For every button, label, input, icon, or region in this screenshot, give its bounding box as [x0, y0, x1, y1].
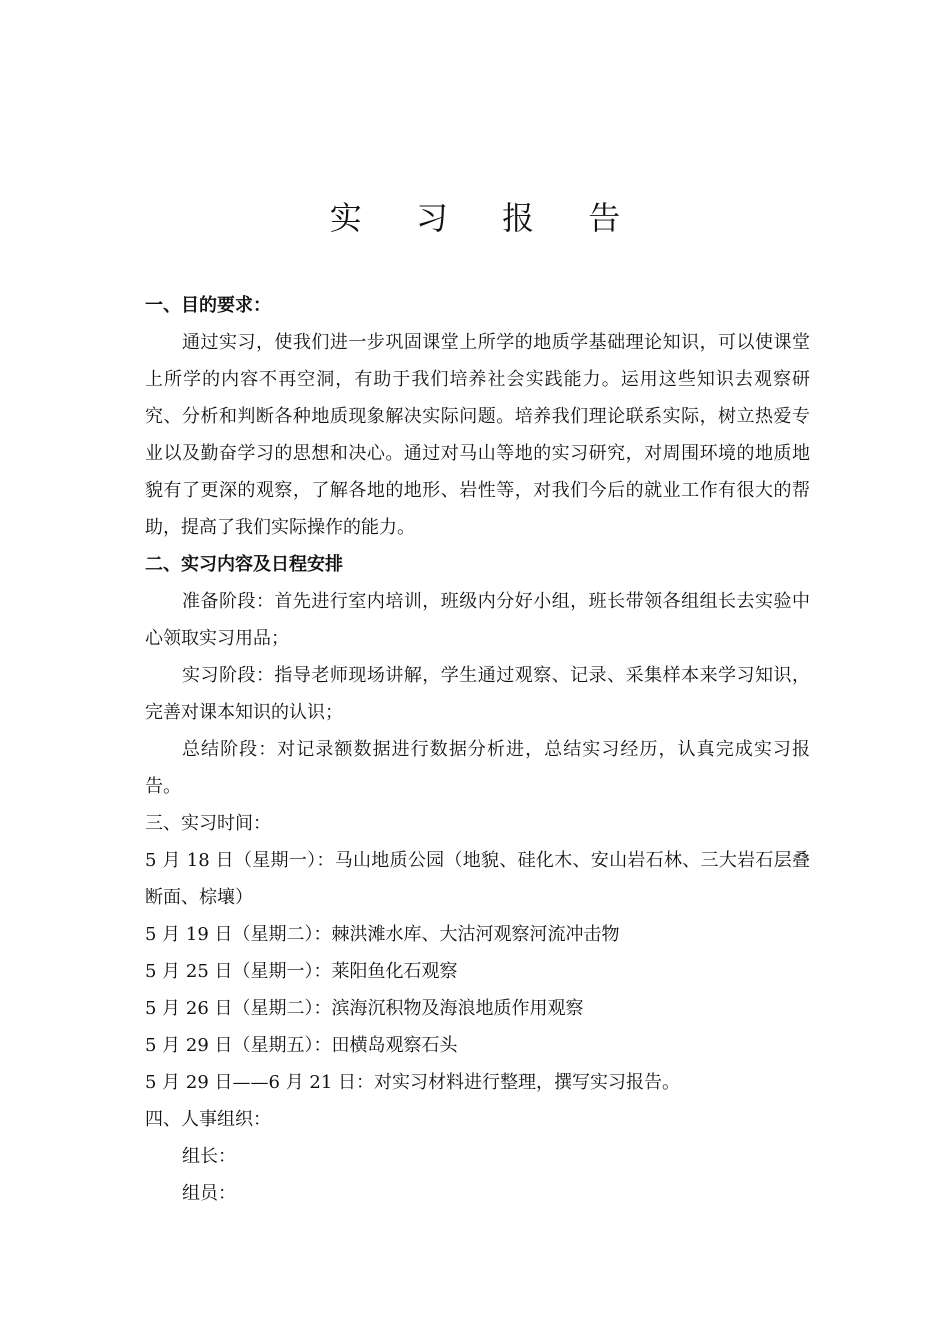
section-heading-personnel: 四、人事组织： [145, 1109, 271, 1130]
schedule-item: 5 月 29 日（星期五）：田横岛观察石头 [145, 1035, 458, 1056]
stage-summary: 总结阶段：对记录额数据进行数据分析进，总结实习经历，认真完成实习报告。 [145, 739, 810, 797]
section-heading-purpose: 一、目的要求： [145, 295, 271, 316]
section-heading-content-schedule: 二、实习内容及日程安排 [145, 554, 343, 575]
schedule-item: 5 月 26 日（星期二）：滨海沉积物及海浪地质作用观察 [145, 998, 584, 1019]
section-heading-time: 三、实习时间： [145, 813, 271, 834]
schedule-item: 5 月 19 日（星期二）：棘洪滩水库、大沽河观察河流冲击物 [145, 924, 620, 945]
schedule-item: 5 月 25 日（星期一）：莱阳鱼化石观察 [145, 961, 458, 982]
purpose-paragraph: 通过实习，使我们进一步巩固课堂上所学的地质学基础理论知识，可以使课堂上所学的内容不再空洞，有助于我们培养社会实践能力。运用这些知识去观察研究、分析和判断各种地质现象解决实际问题。培养我们理论联系实际，树立热爱专业以及勤奋学习的思想和决心。通过对马山等地的实习研究，对周围环境的地质地貌有了更深的观察，了解各地的地形、岩性等，对我们今后的就业工作有很大的帮助，提高了我们实际操作的能力。 [145, 332, 810, 538]
schedule-item: 5 月 29 日——6 月 21 日：对实习材料进行整理，撰写实习报告。 [145, 1072, 681, 1093]
group-leader-label: 组长： [182, 1146, 236, 1167]
schedule-item: 5 月 18 日（星期一）：马山地质公园（地貌、硅化木、安山岩石林、三大岩石层叠断面、棕壤） [145, 850, 810, 908]
report-body [145, 287, 810, 1212]
group-members-label: 组员： [182, 1183, 236, 1204]
stage-preparation: 准备阶段：首先进行室内培训，班级内分好小组，班长带领各组组长去实验中心领取实习用品； [145, 591, 810, 649]
stage-practice: 实习阶段：指导老师现场讲解，学生通过观察、记录、采集样本来学习知识，完善对课本知识的认识； [145, 665, 810, 723]
report-title: 实 习 报 告 [329, 199, 643, 237]
